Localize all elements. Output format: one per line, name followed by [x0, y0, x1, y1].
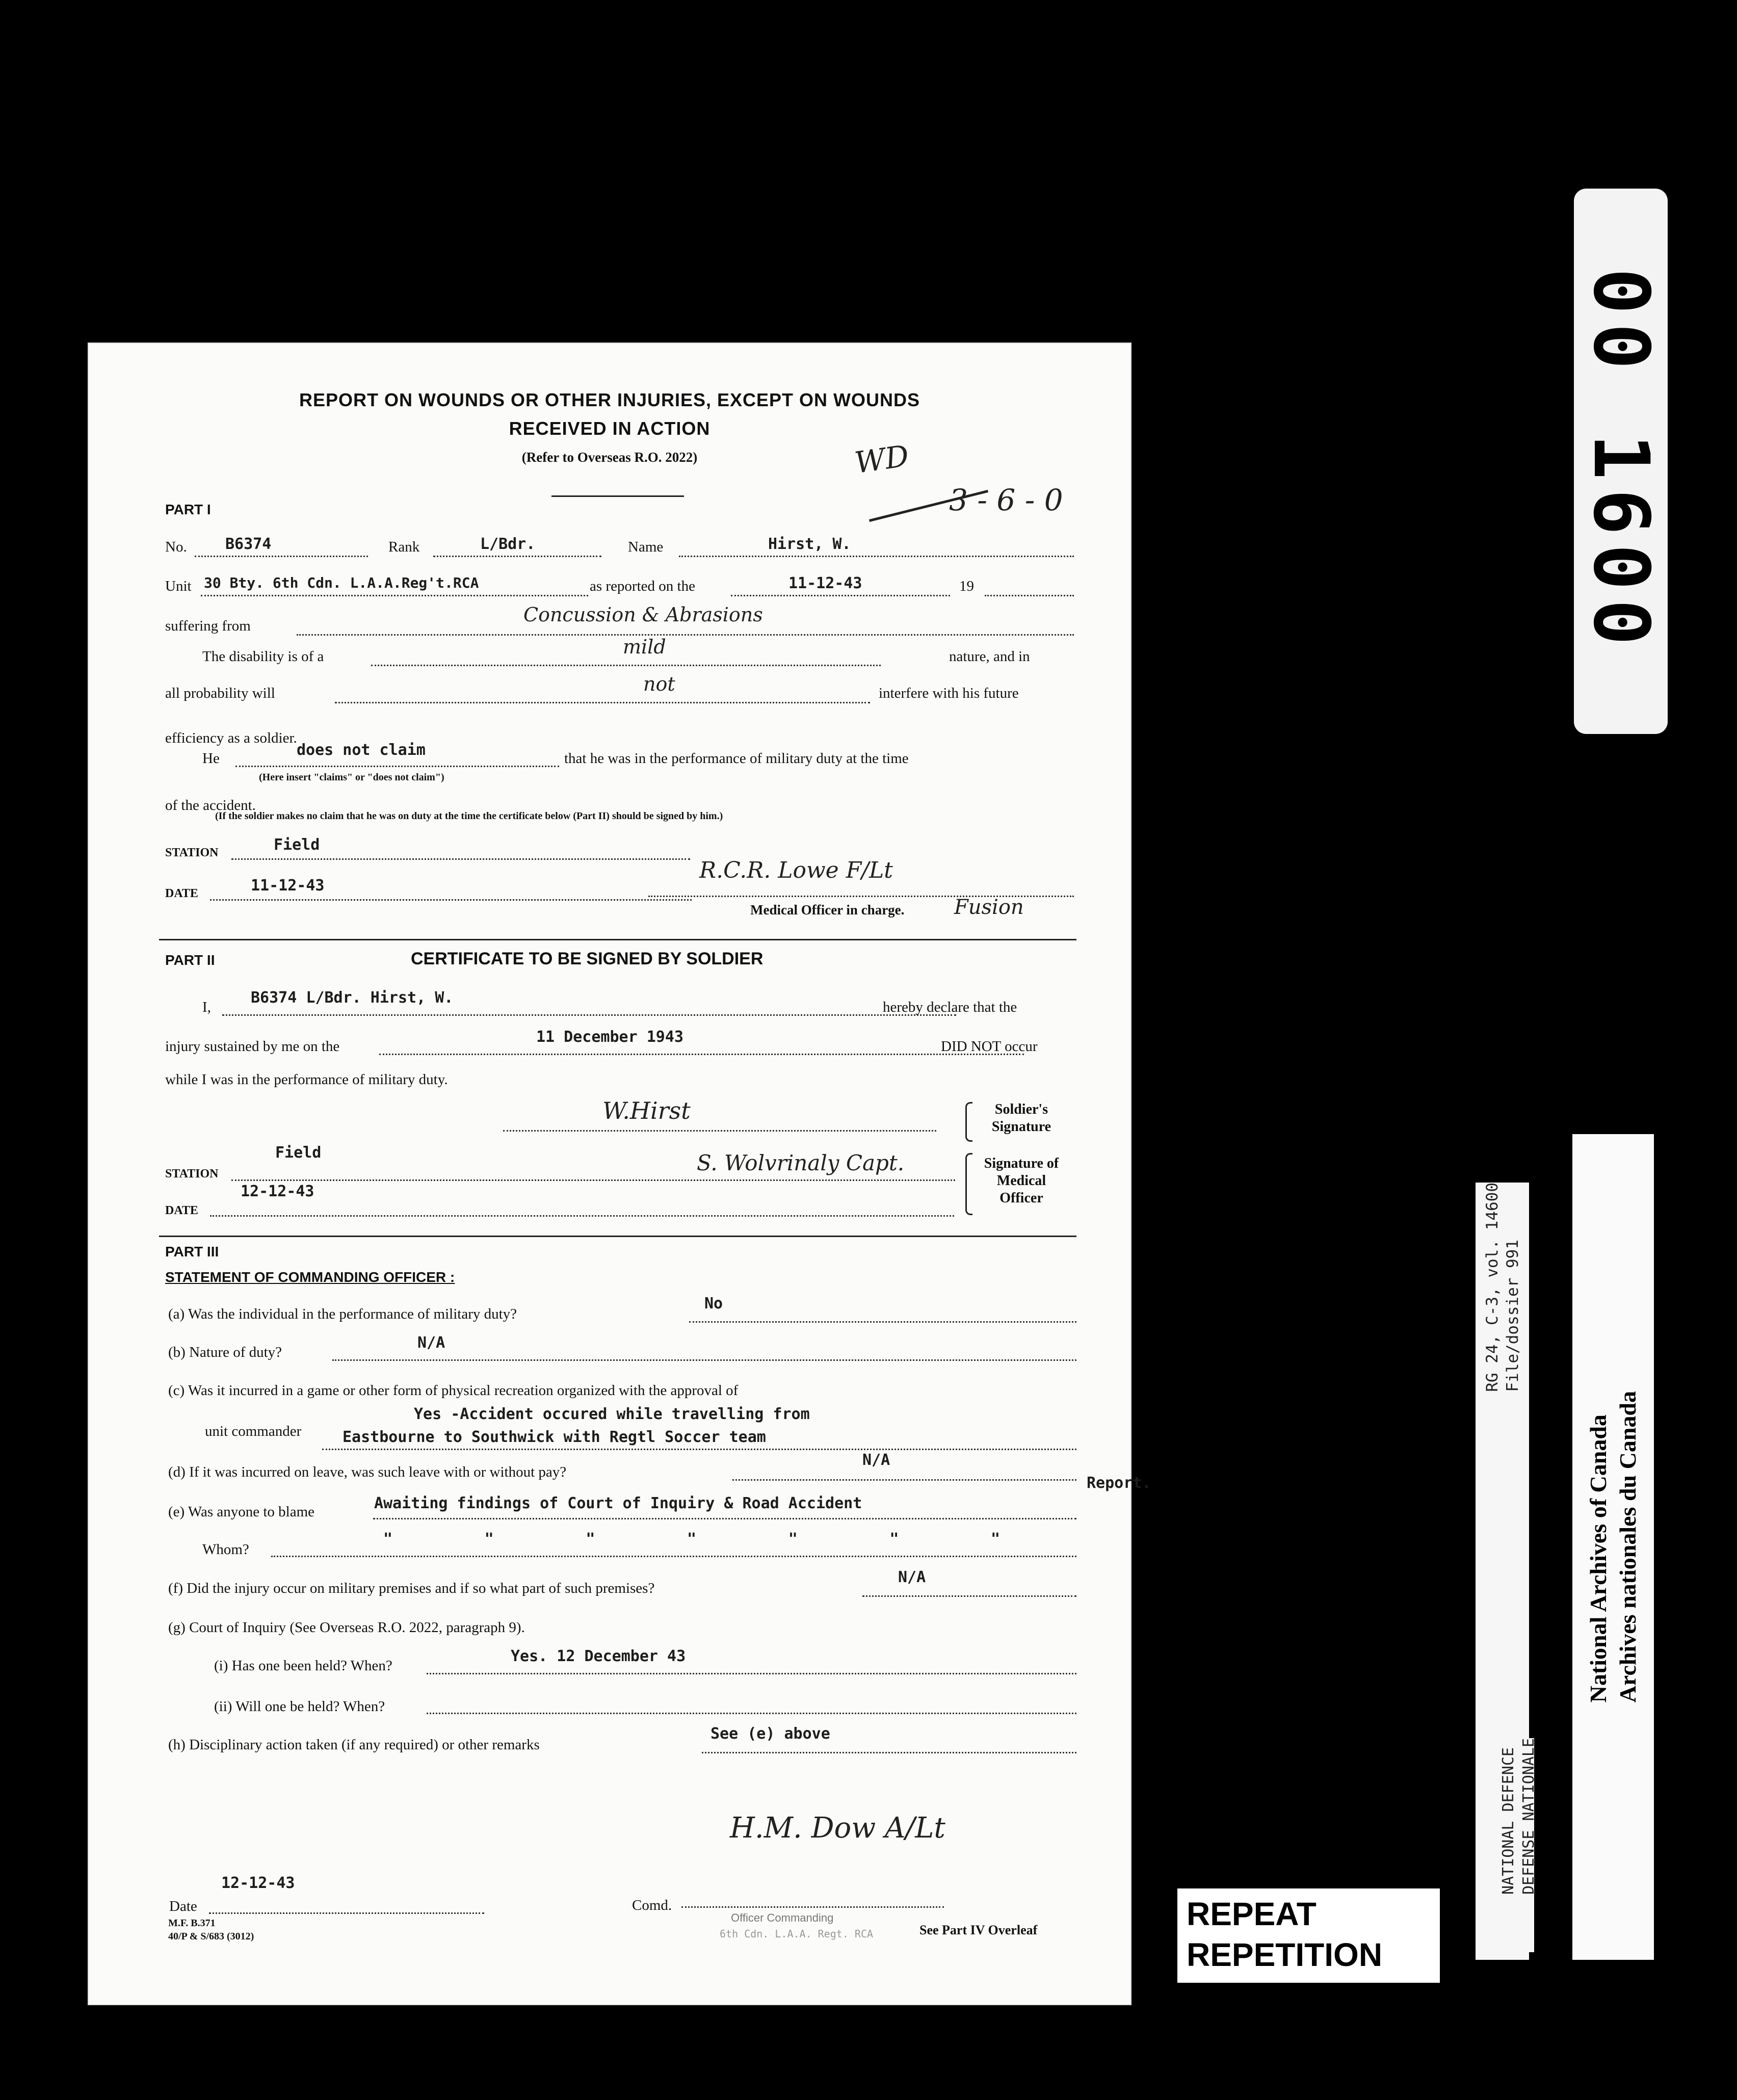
- he-label: He: [202, 750, 220, 767]
- date-dotline-p1: [210, 899, 692, 901]
- d-value: N/A: [862, 1451, 890, 1469]
- form-title-line2: RECEIVED IN ACTION: [509, 418, 710, 439]
- e-value: Awaiting findings of Court of Inquiry & Road Accident: [374, 1494, 862, 1512]
- mo-note-p1: Fusion: [954, 896, 1024, 919]
- station-dotline-p2: [231, 1179, 955, 1181]
- disability-value: mild: [623, 636, 666, 658]
- h-value: See (e) above: [710, 1725, 830, 1743]
- c-label: (c) Was it incurred in a game or other form of physical recreation organized with the approval of: [168, 1382, 739, 1399]
- defence-stamp-text: [1498, 1738, 1539, 1895]
- mo-signature-p2: S. Wolvrinaly Capt.: [697, 1150, 905, 1175]
- claim-dotline: [235, 766, 559, 767]
- station-label-p1: STATION: [165, 846, 219, 859]
- station-label-p2: STATION: [165, 1167, 219, 1180]
- date-label-p1: DATE: [165, 887, 198, 900]
- form-title-line1: REPORT ON WOUNDS OR OTHER INJURIES, EXCEPT ON WOUNDS: [299, 389, 920, 410]
- year-label: 19: [959, 578, 974, 594]
- c-dotline: [322, 1449, 1076, 1450]
- title-rule: [551, 495, 684, 497]
- reported-value: 11-12-43: [788, 574, 862, 592]
- divider-part1-part2: [159, 939, 1076, 940]
- name-dotline: [679, 556, 1074, 557]
- annotation-wd: WD: [852, 438, 911, 481]
- e-value2: Report.: [1087, 1474, 1151, 1492]
- disability-dotline: [371, 665, 881, 666]
- b-label: (b) Nature of duty?: [168, 1344, 282, 1360]
- rank-dotline: [433, 556, 601, 557]
- whom-label: Whom?: [202, 1541, 249, 1558]
- station-value-p1: Field: [274, 836, 320, 854]
- suffering-label: suffering from: [165, 618, 251, 634]
- e-dotline: [373, 1518, 1076, 1519]
- injury-report-form: [88, 343, 1151, 2005]
- certificate-title: CERTIFICATE TO BE SIGNED BY SOLDIER: [411, 949, 764, 968]
- nat-line1: National Archives of Canada: [1585, 1414, 1611, 1703]
- f-dotline: [862, 1595, 1076, 1597]
- soldier-caption: Soldier's Signature: [991, 1101, 1051, 1135]
- station-value-p2: Field: [275, 1144, 322, 1162]
- d-label: (d) If it was incurred on leave, was such leave with or without pay?: [168, 1464, 567, 1480]
- oc-caption: Officer Commanding: [731, 1911, 834, 1924]
- stamp-line2: File/dossier 991: [1503, 1239, 1522, 1392]
- c-label2: unit commander: [205, 1423, 302, 1439]
- annotation-code: 3 - 6 - 0: [949, 483, 1063, 517]
- h-dotline: [702, 1752, 1076, 1753]
- soldier-signature-line: [503, 1130, 936, 1132]
- date-label-p2: DATE: [165, 1204, 198, 1217]
- probability-label: all probability will: [165, 685, 275, 701]
- g2-label: (ii) Will one be held? When?: [214, 1698, 385, 1715]
- claim-hint: (Here insert "claims" or "does not claim"): [259, 772, 444, 783]
- print-code: 40/P & S/683 (3012): [168, 1931, 254, 1942]
- unit-label: Unit: [165, 578, 192, 594]
- national-archives-strip: [1572, 1134, 1654, 1960]
- soldier-signature: W.Hirst: [602, 1097, 691, 1124]
- interfere-label: interfere with his future: [879, 685, 1019, 701]
- oc-signature: H.M. Dow A/Lt: [730, 1812, 945, 1845]
- mo-caption-p2: Signature of Medical Officer: [984, 1156, 1059, 1206]
- injury-label: injury sustained by me on the: [165, 1038, 340, 1055]
- d-dotline: [732, 1479, 1076, 1481]
- f-value: N/A: [898, 1568, 926, 1586]
- statement-title: STATEMENT OF COMMANDING OFFICER :: [165, 1269, 455, 1285]
- g2-dotline: [427, 1713, 1076, 1714]
- comd-label: Comd.: [632, 1897, 672, 1913]
- reported-label: as reported on the: [590, 578, 695, 594]
- part2-heading: PART II: [165, 952, 215, 968]
- divider-part2-part3: [159, 1236, 1076, 1237]
- form-number: M.F. B.371: [168, 1918, 216, 1929]
- a-dotline: [689, 1321, 1076, 1323]
- a-value: No: [704, 1295, 723, 1312]
- no-label: No.: [165, 539, 187, 555]
- reported-dotline: [731, 595, 950, 596]
- frame-number: 00 1600: [1576, 268, 1665, 655]
- soldier-brace: [965, 1102, 972, 1142]
- b-dotline: [332, 1359, 1076, 1361]
- date-dotline-p3: [209, 1912, 484, 1914]
- a-label: (a) Was the individual in the performance of military duty?: [168, 1306, 517, 1322]
- archive-reference-text: [1482, 1183, 1523, 1392]
- nat-line2: Archives nationales du Canada: [1615, 1391, 1641, 1703]
- injury-value: 11 December 1943: [536, 1028, 683, 1046]
- while-label: while I was in the performance of military duty.: [165, 1071, 448, 1088]
- overleaf-note: See Part IV Overleaf: [919, 1923, 1038, 1937]
- accident-label: of the accident.: [165, 797, 256, 813]
- repeat-line1: REPEAT: [1187, 1896, 1317, 1932]
- g1-value: Yes. 12 December 43: [511, 1647, 686, 1665]
- didnot-label: DID NOT occur: [941, 1038, 1038, 1055]
- c-value1: Yes -Accident occured while travelling from: [414, 1405, 810, 1423]
- i-dotline: [222, 1014, 956, 1016]
- g-label: (g) Court of Inquiry (See Overseas R.O. 2022, paragraph 9).: [168, 1619, 525, 1636]
- microfilm-frame-strip: [1574, 189, 1668, 734]
- rank-label: Rank: [388, 539, 420, 555]
- part1-heading: PART I: [165, 502, 211, 517]
- claim-value: does not claim: [297, 741, 426, 759]
- nature-label: nature, and in: [949, 648, 1030, 665]
- unit-dotline: [201, 595, 588, 596]
- repeat-line2: REPETITION: [1187, 1936, 1383, 1973]
- date-value-p3: 12-12-43: [221, 1874, 295, 1892]
- f-label: (f) Did the injury occur on military premises and if so what part of such premises?: [168, 1580, 655, 1596]
- repeat-label: [1177, 1888, 1440, 1983]
- c-value2: Eastbourne to Southwick with Regtl Soccer team: [343, 1428, 766, 1446]
- no-dotline: [195, 556, 368, 557]
- mo-brace: [965, 1153, 972, 1215]
- stamp-line1: RG 24, C-3, vol. 14600: [1483, 1183, 1502, 1392]
- name-value: Hirst, W.: [768, 535, 851, 553]
- g1-label: (i) Has one been held? When?: [214, 1658, 392, 1674]
- suffering-dotline: [297, 634, 1074, 636]
- mo-signature-p1: R.C.R. Lowe F/Lt: [699, 857, 893, 883]
- date-dotline-p2: [210, 1215, 954, 1217]
- injury-dotline: [379, 1054, 1024, 1055]
- stamp-line3: NATIONAL DEFENCE: [1499, 1747, 1517, 1895]
- performance-label: that he was in the performance of military duty at the time: [564, 750, 909, 767]
- probability-dotline: [335, 702, 870, 703]
- i-value: B6374 L/Bdr. Hirst, W.: [251, 989, 454, 1007]
- national-archives-text: [1584, 1391, 1643, 1702]
- no-value: B6374: [225, 535, 272, 553]
- declare-label: hereby declare that the: [883, 999, 1017, 1015]
- date-label-p3: Date: [169, 1898, 197, 1914]
- oc-unit: 6th Cdn. L.A.A. Regt. RCA: [720, 1928, 874, 1940]
- date-value-p1: 11-12-43: [251, 877, 325, 895]
- whom-dotline: [271, 1556, 1076, 1557]
- date-value-p2: 12-12-43: [241, 1183, 314, 1200]
- rank-value: L/Bdr.: [480, 535, 536, 553]
- comd-dotline: [681, 1906, 944, 1908]
- accident-note: (If the soldier makes no claim that he was on duty at the time the certificate below (Part II) should be signed by him.): [215, 810, 723, 822]
- h-label: (h) Disciplinary action taken (if any required) or other remarks: [168, 1737, 540, 1753]
- name-label: Name: [628, 539, 664, 555]
- defence-stamp: [1498, 1738, 1538, 1952]
- form-reference: (Refer to Overseas R.O. 2022): [521, 450, 698, 465]
- station-dotline-p1: [231, 858, 690, 860]
- suffering-value: Concussion & Abrasions: [523, 603, 763, 626]
- i-label: I,: [202, 999, 211, 1015]
- disability-label: The disability is of a: [202, 648, 324, 665]
- probability-value: not: [643, 673, 675, 695]
- b-value: N/A: [417, 1334, 445, 1352]
- unit-value: 30 Bty. 6th Cdn. L.A.A.Reg't.RCA: [204, 574, 479, 591]
- year-dotline: [985, 595, 1074, 596]
- efficiency-label: efficiency as a soldier.: [165, 730, 297, 746]
- stamp-line4: DEFENSE NATIONALE: [1520, 1738, 1538, 1895]
- mo-caption-p1: Medical Officer in charge.: [750, 902, 905, 917]
- e-label: (e) Was anyone to blame: [168, 1504, 315, 1520]
- part3-heading: PART III: [165, 1244, 219, 1259]
- whom-value: " " " " " " ": [383, 1530, 1001, 1548]
- g1-dotline: [427, 1673, 1076, 1674]
